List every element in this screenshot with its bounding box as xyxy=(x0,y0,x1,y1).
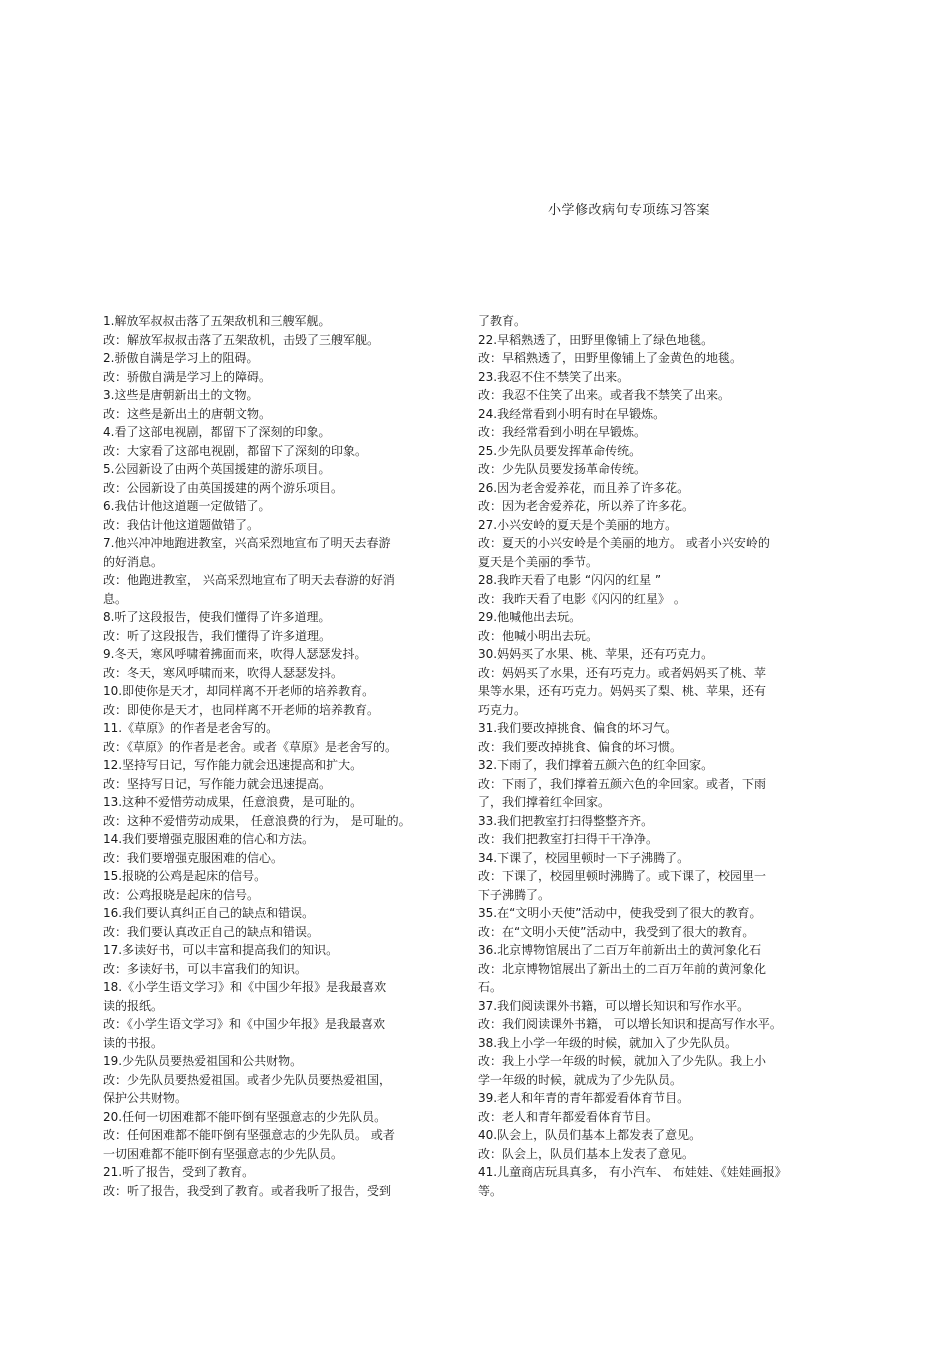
text-line: 学一年级的时候，就成为了少先队员。 xyxy=(478,1072,683,1087)
text-line: 石。 xyxy=(478,980,503,994)
text-line: 7.他兴冲冲地跑进教室，兴高采烈地宣布了明天去春游 xyxy=(103,536,391,550)
text-line: 33.我们把教室打扫得整整齐齐。 xyxy=(478,813,654,828)
answer-line: 改：早稻熟透了，田野里像铺上了金黄色的地毯。 xyxy=(478,351,743,365)
answer-line: 改：我估计他这道题做错了。 xyxy=(103,517,260,532)
text-line: 35.在“文明小天使”活动中，使我受到了很大的教育。 xyxy=(478,906,762,920)
answer-line: 改：公鸡报晓是起床的信号。 xyxy=(103,887,260,902)
answer-line: 改：《草原》的作者是老舍。或者《草原》是老舍写的。 xyxy=(103,739,398,754)
answer-line: 改：解放军叔叔击落了五架敌机，击毁了三艘军舰。 xyxy=(103,332,380,347)
text-line: 29.他喊他出去玩。 xyxy=(478,610,582,624)
text-line: 36.北京博物馆展出了二百万年前新出土的黄河象化石 xyxy=(478,943,762,957)
text-line: 了教育。 xyxy=(478,314,527,328)
text-line: 23.我忍不住不禁笑了出来。 xyxy=(478,369,630,384)
text-line: 28.我昨天看了电影 “闪闪的红星 ” xyxy=(478,573,662,587)
text-line: 保护公共财物。 xyxy=(103,1091,188,1105)
answer-line: 改：妈妈买了水果，还有巧克力。或者妈妈买了桃、苹 xyxy=(478,665,767,680)
answer-line: 改：下课了，校园里顿时沸腾了。或下课了，校园里一 xyxy=(478,869,767,883)
text-line: 5.公园新设了由两个英国援建的游乐项目。 xyxy=(103,462,331,476)
text-line: 1.解放军叔叔击落了五架敌机和三艘军舰。 xyxy=(103,314,331,328)
text-line: 等。 xyxy=(478,1183,503,1198)
text-line: 17.多读好书，可以丰富和提高我们的知识。 xyxy=(103,943,339,957)
text-line: 16.我们要认真纠正自己的缺点和错误。 xyxy=(103,906,315,920)
answer-line: 改：下雨了，我们撑着五颜六色的伞回家。或者，下雨 xyxy=(478,776,767,791)
answer-line: 改：即使你是天才，也同样离不开老师的培养教育。 xyxy=(103,702,380,717)
text-line: 6.我估计他这道题一定做错了。 xyxy=(103,499,271,513)
text-line: 了，我们撑着红伞回家。 xyxy=(478,795,611,809)
text-line: 2.骄傲自满是学习上的阻碍。 xyxy=(103,351,259,365)
answer-line: 改：少先队员要发扬革命传统。 xyxy=(478,462,647,476)
text-line: 夏天是个美丽的季节。 xyxy=(478,554,599,569)
text-line: 19.少先队员要热爱祖国和公共财物。 xyxy=(103,1054,303,1068)
answer-line: 改：任何困难都不能吓倒有坚强意志的少先队员。 或者 xyxy=(103,1128,395,1142)
text-line: 40.队会上，队员们基本上都发表了意见。 xyxy=(478,1128,702,1142)
text-line: 13.这种不爱惜劳动成果，任意浪费，是可耻的。 xyxy=(103,795,363,809)
text-line: 26.因为老舍爱养花，而且养了许多花。 xyxy=(478,480,690,495)
text-line: 一切困难都不能吓倒有坚强意志的少先队员。 xyxy=(103,1146,344,1161)
answer-line: 改：在“文明小天使”活动中，我受到了很大的教育。 xyxy=(478,924,755,939)
text-line: 14.我们要增强克服困难的信心和方法。 xyxy=(103,832,315,846)
answer-line: 改：我们要增强克服困难的信心。 xyxy=(103,850,284,865)
text-line: 下子沸腾了。 xyxy=(478,887,551,902)
answer-line: 改：公园新设了由英国援建的两个游乐项目。 xyxy=(103,480,344,495)
text-line: 果等水果，还有巧克力。妈妈买了梨、桃、苹果，还有 xyxy=(478,684,767,698)
text-line: 30.妈妈买了水果、桃、苹果，还有巧克力。 xyxy=(478,647,714,661)
text-line: 32.下雨了，我们撑着五颜六色的红伞回家。 xyxy=(478,758,714,772)
text-line: 9.冬天，寒风呼啸着拂面而来，吹得人瑟瑟发抖。 xyxy=(103,647,367,661)
answer-line: 改：他喊小明出去玩。 xyxy=(478,628,599,643)
text-line: 27.小兴安岭的夏天是个美丽的地方。 xyxy=(478,517,678,532)
answer-line: 改：《小学生语文学习》和《中国少年报》是我最喜欢 xyxy=(103,1017,386,1031)
text-line: 38.我上小学一年级的时候，就加入了少先队员。 xyxy=(478,1035,738,1050)
answer-line: 改：这些是新出土的唐朝文物。 xyxy=(103,406,272,421)
text-line: 37.我们阅读课外书籍，可以增长知识和写作水平。 xyxy=(478,998,750,1013)
text-line: 巧克力。 xyxy=(478,702,527,717)
text-line: 41.儿童商店玩具真多， 有小汽车、 布娃娃、《娃娃画报》 xyxy=(478,1165,787,1179)
left-column xyxy=(103,312,448,1200)
answer-line: 改：我们阅读课外书籍， 可以增长知识和提高写作水平。 xyxy=(478,1017,782,1031)
answer-line: 改：他跑进教室， 兴高采烈地宣布了明天去春游的好消 xyxy=(103,573,395,587)
text-line: 34.下课了，校园里顿时一下子沸腾了。 xyxy=(478,850,690,865)
answer-line: 改：冬天，寒风呼啸而来，吹得人瑟瑟发抖。 xyxy=(103,665,344,680)
text-line: 8.听了这段报告，使我们懂得了许多道理。 xyxy=(103,610,331,624)
answer-line: 改：听了这段报告，我们懂得了许多道理。 xyxy=(103,628,332,643)
text-line: 39.老人和年青的青年都爱看体育节目。 xyxy=(478,1091,690,1105)
text-line: 22.早稻熟透了，田野里像铺上了绿色地毯。 xyxy=(478,332,714,347)
answer-line: 改：大家看了这部电视剧，都留下了深刻的印象。 xyxy=(103,443,368,458)
text-line: 18.《小学生语文学习》和《中国少年报》是我最喜欢 xyxy=(103,980,387,994)
answer-line: 改：我们要认真改正自己的缺点和错误。 xyxy=(103,924,320,939)
answer-line: 改：我经常看到小明在早锻炼。 xyxy=(478,425,647,439)
answer-line: 改：多读好书，可以丰富我们的知识。 xyxy=(103,961,308,976)
text-line: 4.看了这部电视剧，都留下了深刻的印象。 xyxy=(103,425,331,439)
answer-line: 改：老人和青年都爱看体育节目。 xyxy=(478,1109,659,1124)
right-column xyxy=(478,312,818,1200)
text-line: 3.这些是唐朝新出土的文物。 xyxy=(103,388,259,402)
answer-line: 改：听了报告，我受到了教育。或者我听了报告，受到 xyxy=(103,1183,392,1198)
answer-line: 改：我昨天看了电影《闪闪的红星》 。 xyxy=(478,591,686,606)
text-line: 24.我经常看到小明有时在早锻炼。 xyxy=(478,406,666,421)
answer-line: 改：夏天的小兴安岭是个美丽的地方。 或者小兴安岭的 xyxy=(478,536,770,550)
answer-line: 改：骄傲自满是学习上的障碍。 xyxy=(103,369,272,384)
answer-line: 改：这种不爱惜劳动成果， 任意浪费的行为， 是可耻的。 xyxy=(103,813,411,828)
text-line: 11.《草原》的作者是老舍写的。 xyxy=(103,721,279,735)
text-line: 的好消息。 xyxy=(103,554,164,569)
answer-line: 改：北京博物馆展出了新出土的二百万年前的黄河象化 xyxy=(478,961,767,976)
text-line: 20.任何一切困难都不能吓倒有坚强意志的少先队员。 xyxy=(103,1109,387,1124)
page-title: 小学修改病句专项练习答案 xyxy=(548,203,711,218)
text-line: 10.即使你是天才，却同样离不开老师的培养教育。 xyxy=(103,684,375,698)
text-line: 读的书报。 xyxy=(103,1035,164,1050)
answer-line: 改：我上小学一年级的时候，就加入了少先队。我上小 xyxy=(478,1054,767,1068)
answer-line: 改：队会上，队员们基本上发表了意见。 xyxy=(478,1146,695,1161)
answer-line: 改：坚持写日记，写作能力就会迅速提高。 xyxy=(103,776,332,791)
answer-line: 改：少先队员要热爱祖国。或者少先队员要热爱祖国， xyxy=(103,1072,392,1087)
text-line: 25.少先队员要发挥革命传统。 xyxy=(478,443,642,458)
answer-line: 改：我忍不住笑了出来。或者我不禁笑了出来。 xyxy=(478,388,731,402)
answer-line: 改：因为老舍爱养花，所以养了许多花。 xyxy=(478,499,695,513)
text-line: 息。 xyxy=(103,591,128,606)
text-line: 31.我们要改掉挑食、偏食的坏习气。 xyxy=(478,721,678,735)
text-line: 读的报纸。 xyxy=(103,998,164,1013)
text-line: 15.报晓的公鸡是起床的信号。 xyxy=(103,869,267,883)
answer-line: 改：我们把教室打扫得干干净净。 xyxy=(478,832,659,846)
text-line: 12.坚持写日记，写作能力就会迅速提高和扩大。 xyxy=(103,758,363,772)
answer-line: 改：我们要改掉挑食、偏食的坏习惯。 xyxy=(478,739,683,754)
text-line: 21.听了报告，受到了教育。 xyxy=(103,1165,255,1179)
